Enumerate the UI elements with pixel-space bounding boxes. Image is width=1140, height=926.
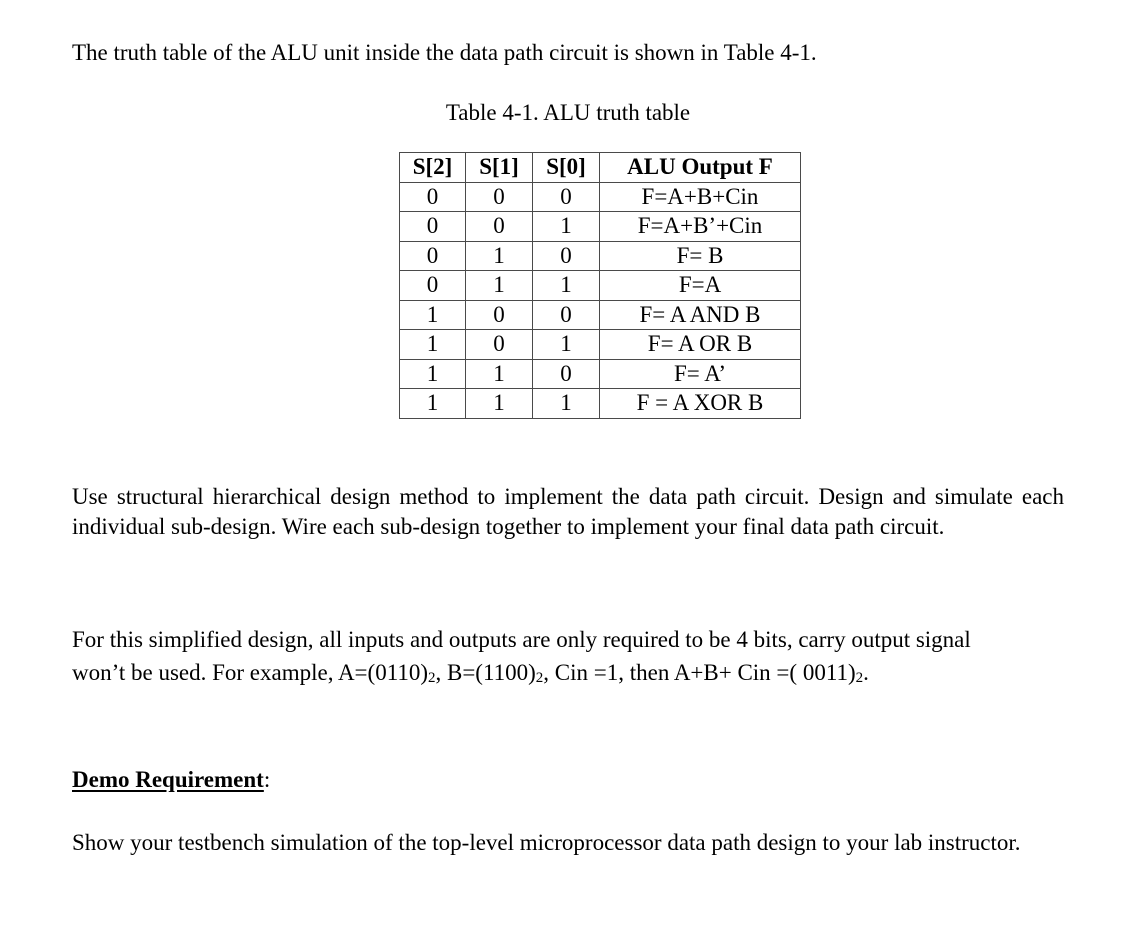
cell-s2: 1 bbox=[400, 330, 466, 360]
cell-s1: 1 bbox=[466, 389, 533, 419]
cell-s0: 0 bbox=[533, 241, 600, 271]
table-caption bbox=[0, 98, 1140, 128]
table-row bbox=[400, 241, 801, 271]
table-row bbox=[400, 182, 801, 212]
table-row bbox=[400, 212, 801, 242]
table-header-row bbox=[400, 153, 801, 183]
cell-s0: 0 bbox=[533, 300, 600, 330]
cell-s2: 0 bbox=[400, 182, 466, 212]
table-row bbox=[400, 300, 801, 330]
example-a-text: won’t be used. For example, A=(0110) bbox=[72, 660, 428, 685]
structural-design-paragraph: Use structural hierarchical design method to implement the data path circuit. Design and simulate each individual sub-design. Wire each sub-design together to implement your final data path circuit. bbox=[72, 484, 1064, 539]
cell-s2: 1 bbox=[400, 359, 466, 389]
header-s1: S[1] bbox=[466, 153, 533, 183]
simplified-line-2 bbox=[72, 656, 1064, 695]
cell-output: F= A AND B bbox=[600, 300, 801, 330]
header-s0: S[0] bbox=[533, 153, 600, 183]
intro-paragraph: The truth table of the ALU unit inside the data path circuit is shown in Table 4-1. bbox=[72, 40, 817, 65]
cell-s0: 1 bbox=[533, 212, 600, 242]
example-b-text: , B=(1100) bbox=[435, 660, 536, 685]
cell-s2: 0 bbox=[400, 241, 466, 271]
simplified-line-1: For this simplified design, all inputs and outputs are only required to be 4 bits, carry output signal bbox=[72, 627, 971, 652]
table-row bbox=[400, 271, 801, 301]
header-s2: S[2] bbox=[400, 153, 466, 183]
cell-s1: 1 bbox=[466, 241, 533, 271]
cell-s1: 0 bbox=[466, 300, 533, 330]
cell-output: F = A XOR B bbox=[600, 389, 801, 419]
demo-requirement-heading bbox=[72, 765, 270, 795]
cell-s2: 0 bbox=[400, 271, 466, 301]
cell-s2: 0 bbox=[400, 212, 466, 242]
cell-output: F= B bbox=[600, 241, 801, 271]
alu-truth-table bbox=[399, 152, 801, 419]
subscript-b: 2 bbox=[535, 670, 544, 686]
demo-requirement-text: Show your testbench simulation of the top-level microprocessor data path design to your lab instructor. bbox=[72, 830, 1021, 855]
cell-s0: 0 bbox=[533, 359, 600, 389]
demo-heading-text: Demo Requirement bbox=[72, 767, 264, 792]
cell-s0: 1 bbox=[533, 271, 600, 301]
example-period: . bbox=[863, 660, 869, 685]
cell-s1: 0 bbox=[466, 212, 533, 242]
simplified-design-paragraph bbox=[72, 623, 1064, 695]
table-caption-text: Table 4-1. ALU truth table bbox=[445, 100, 691, 125]
cell-s2: 1 bbox=[400, 389, 466, 419]
cell-s1: 0 bbox=[466, 182, 533, 212]
example-cin-text: , Cin =1, then A+B+ Cin =( 0011) bbox=[543, 660, 856, 685]
cell-s0: 1 bbox=[533, 389, 600, 419]
table-row bbox=[400, 330, 801, 360]
cell-s1: 1 bbox=[466, 271, 533, 301]
demo-heading-colon: : bbox=[263, 767, 271, 792]
header-alu-output: ALU Output F bbox=[600, 153, 801, 183]
table-row bbox=[400, 359, 801, 389]
cell-s2: 1 bbox=[400, 300, 466, 330]
cell-s1: 1 bbox=[466, 359, 533, 389]
cell-s0: 0 bbox=[533, 182, 600, 212]
cell-output: F=A+B’+Cin bbox=[600, 212, 801, 242]
cell-output: F= A OR B bbox=[600, 330, 801, 360]
cell-output: F=A+B+Cin bbox=[600, 182, 801, 212]
cell-s0: 1 bbox=[533, 330, 600, 360]
subscript-a: 2 bbox=[428, 670, 436, 686]
cell-output: F=A bbox=[600, 271, 801, 301]
cell-output: F= A’ bbox=[600, 359, 801, 389]
subscript-result: 2 bbox=[855, 670, 864, 686]
table-row bbox=[400, 389, 801, 419]
cell-s1: 0 bbox=[466, 330, 533, 360]
